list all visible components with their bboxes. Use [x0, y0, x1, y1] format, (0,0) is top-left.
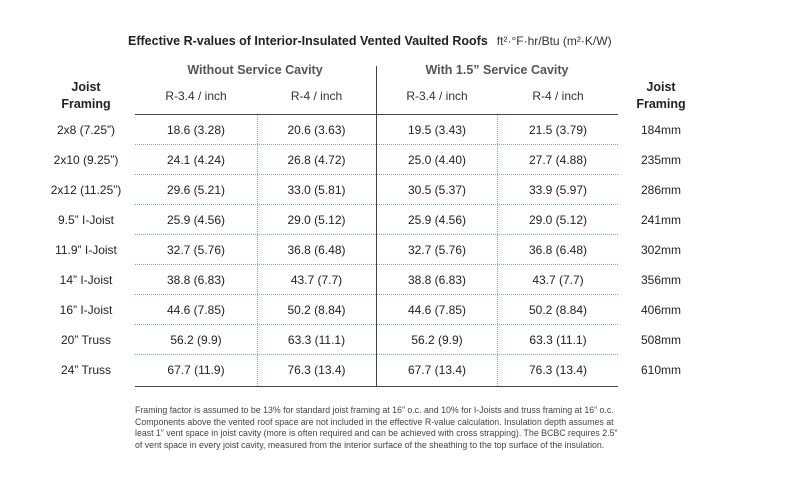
joist-type-cell: 16” I-Joist [59, 303, 113, 317]
r-value-cell: 38.8 (6.83) [166, 273, 226, 287]
r-value-cell: 44.6 (7.85) [166, 303, 226, 317]
joist-type-cell: 14” I-Joist [59, 273, 113, 287]
joist-framing-header-right-line2: Framing [636, 97, 686, 111]
joist-framing-header-left-line1: Joist [71, 80, 101, 94]
joist-type-cell: 11.9” I-Joist [55, 243, 117, 257]
joist-type-cell: 2x10 (9.25”) [53, 153, 119, 167]
r-value-cell: 29.0 (5.12) [287, 213, 346, 227]
joist-depth-cell: 302mm [640, 243, 681, 257]
table-row [0, 235, 790, 265]
joist-type-cell: 9.5” I-Joist [57, 213, 114, 227]
r-value-cell: 29.6 (5.21) [166, 183, 226, 197]
joist-depth-cell: 184mm [640, 123, 681, 137]
r-value-cell: 56.2 (9.9) [411, 333, 463, 347]
r-value-cell: 50.2 (8.84) [287, 303, 346, 317]
r-value-cell: 38.8 (6.83) [407, 273, 467, 287]
r-value-cell: 25.9 (4.56) [407, 213, 467, 227]
joist-type-cell: 2x8 (7.25”) [56, 123, 116, 137]
r-value-cell: 63.3 (11.1) [287, 333, 346, 347]
r-value-cell: 76.3 (13.4) [287, 363, 346, 377]
r-value-cell: 33.9 (5.97) [528, 183, 588, 197]
table-body [0, 115, 790, 385]
r-value-cell: 18.6 (3.28) [166, 123, 226, 137]
joist-type-cell: 24” Truss [60, 363, 111, 377]
r-value-cell: 36.8 (6.48) [528, 243, 588, 257]
joist-depth-cell: 235mm [640, 153, 681, 167]
column-header: R-4 / inch [290, 89, 343, 103]
r-value-cell: 20.6 (3.63) [287, 123, 346, 137]
joist-depth-cell: 241mm [640, 213, 681, 227]
table-bottom-rule [135, 386, 618, 387]
column-header: R-3.4 / inch [406, 89, 468, 103]
joist-depth-cell: 286mm [640, 183, 681, 197]
r-value-cell: 26.8 (4.72) [287, 153, 346, 167]
r-value-cell: 32.7 (5.76) [407, 243, 467, 257]
r-value-cell: 30.5 (5.37) [407, 183, 467, 197]
r-value-cell: 25.0 (4.40) [407, 153, 467, 167]
r-value-cell: 36.8 (6.48) [287, 243, 346, 257]
joist-depth-cell: 406mm [640, 303, 681, 317]
table-row [0, 355, 790, 385]
table-row [0, 325, 790, 355]
joist-type-cell: 20” Truss [60, 333, 111, 347]
r-value-cell: 27.7 (4.88) [528, 153, 588, 167]
r-value-cell: 43.7 (7.7) [532, 273, 584, 287]
r-value-cell: 44.6 (7.85) [407, 303, 467, 317]
joist-depth-cell: 356mm [640, 273, 681, 287]
group-header-without-service-cavity: Without Service Cavity [187, 63, 323, 77]
units-label: ft²·°F·hr/Btu (m²·K/W) [496, 34, 612, 48]
r-value-cell: 25.9 (4.56) [166, 213, 226, 227]
r-value-cell: 67.7 (11.9) [167, 363, 225, 377]
r-value-cell: 24.1 (4.24) [166, 153, 226, 167]
table-row [0, 265, 790, 295]
r-value-cell: 63.3 (11.1) [529, 333, 587, 347]
column-header: R-4 / inch [532, 89, 584, 103]
table-row [0, 205, 790, 235]
joist-depth-cell: 508mm [640, 333, 681, 347]
r-value-cell: 76.3 (13.4) [528, 363, 588, 377]
group-header-with-service-cavity: With 1.5” Service Cavity [425, 63, 569, 77]
table-title-row [128, 34, 612, 48]
column-header: R-3.4 / inch [165, 89, 227, 103]
table-row [0, 115, 790, 145]
table-title: Effective R-values of Interior-Insulated Vented Vaulted Roofs [128, 34, 488, 48]
r-value-cell: 32.7 (5.76) [166, 243, 226, 257]
r-value-cell: 67.7 (13.4) [407, 363, 467, 377]
joist-framing-header-left [46, 79, 126, 113]
footnote: Framing factor is assumed to be 13% for standard joist framing at 16” o.c. and 10% for I-Joists and truss framing at 16” o.c. Components above the vented roof space are not included in the effective R-value calculation. Insulation depth assumes at least 1” vent space in joist cavity (more is often required and can be achieved with cross strapping). The BCBC requires 2.5” of vent space in every joist cavity, measured from the interior surface of the sheathing to the top surface of the insulation. [135, 405, 618, 450]
r-value-cell: 33.0 (5.81) [287, 183, 346, 197]
joist-framing-header-left-line2: Framing [61, 97, 111, 111]
r-value-cell: 50.2 (8.84) [528, 303, 588, 317]
joist-framing-header-right [622, 79, 700, 113]
r-value-cell: 19.5 (3.43) [407, 123, 467, 137]
table-row [0, 295, 790, 325]
joist-framing-header-right-line1: Joist [646, 80, 676, 94]
joist-depth-cell: 610mm [640, 363, 681, 377]
r-value-cell: 21.5 (3.79) [528, 123, 588, 137]
table-row [0, 145, 790, 175]
r-value-cell: 29.0 (5.12) [528, 213, 588, 227]
joist-type-cell: 2x12 (11.25”) [50, 183, 122, 197]
r-value-cell: 43.7 (7.7) [290, 273, 343, 287]
r-value-cell: 56.2 (9.9) [170, 333, 222, 347]
table-row [0, 175, 790, 205]
